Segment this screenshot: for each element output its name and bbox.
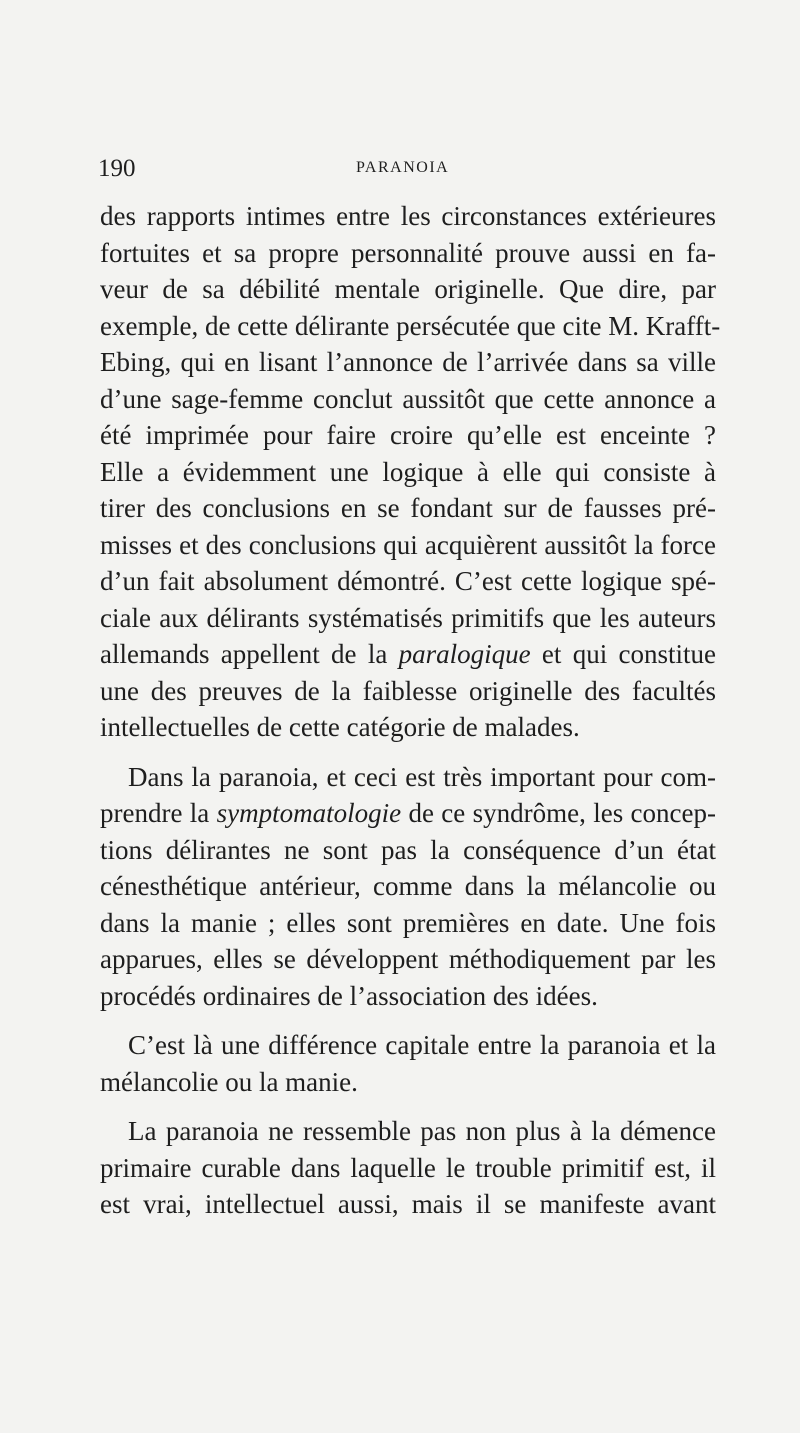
text-fragment: allemands appellent de la [100, 639, 399, 669]
text-line: exemple, de cette délirante persécutée que cite M. Krafft- [100, 310, 721, 341]
italic-term: symptomatologie [216, 798, 402, 828]
text-line: d’une sage-femme conclut aussitôt que cette annonce a [100, 383, 716, 414]
text-line: est vrai, intellectuel aussi, mais il se manifeste avant [100, 1189, 716, 1219]
text-line: été imprimée pour faire croire qu’elle est enceinte ? [100, 420, 716, 450]
text-line: mélancolie ou la manie. [100, 1066, 358, 1097]
text-line: La paranoia ne ressemble pas non plus à la démence [128, 1116, 716, 1146]
text-line: misses et des conclusions qui acquièrent aussitôt la force [100, 529, 716, 560]
text-line: ciale aux délirants systématisés primitifs que les auteurs [100, 602, 716, 633]
running-head: PARANOIA [356, 159, 450, 176]
text-line: cénesthétique antérieur, comme dans la mélancolie ou [100, 871, 716, 901]
text-line: procédés ordinaires de l’association des idées. [100, 980, 598, 1011]
text-line: d’un fait absolument démontré. C’est cette logique spé- [100, 566, 716, 596]
paragraph-4 [100, 1113, 716, 1223]
paragraph-1 [100, 198, 721, 746]
body-text [100, 198, 721, 1223]
text-line: tions délirantes ne sont pas la conséquence d’un état [100, 834, 716, 865]
text-line: des rapports intimes entre les circonstances extérieures [100, 201, 716, 231]
text-line: intellectuelles de cette catégorie de malades. [100, 712, 580, 742]
text-fragment: de ce syndrôme, les concep- [401, 798, 716, 828]
text-line: dans la manie ; elles sont premières en date. Une fois [100, 907, 716, 938]
text-fragment: et qui constitue [530, 639, 717, 669]
page-header [98, 155, 718, 191]
text-line: Ebing, qui en lisant l’annonce de l’arrivée dans sa ville [100, 347, 716, 377]
paragraph-2 [100, 759, 716, 1015]
text-line: Elle a évidemment une logique à elle qui consiste à [100, 456, 716, 487]
text-line: apparues, elles se développent méthodiquement par les [100, 944, 716, 974]
text-line: une des preuves de la faiblesse originelle des facultés [100, 675, 716, 706]
text-line: fortuites et sa propre personnalité prouve aussi en fa- [100, 237, 716, 268]
text-line: primaire curable dans laquelle le trouble primitif est, il [100, 1152, 716, 1183]
text-line [100, 636, 716, 673]
text-line: veur de sa débilité mentale originelle. Que dire, par [100, 274, 716, 304]
page-number: 190 [98, 155, 136, 182]
italic-term: paralogique [398, 639, 531, 669]
text-line [100, 795, 716, 832]
text-fragment: prendre la [100, 798, 217, 828]
text-line: C’est là une différence capitale entre la paranoia et la [128, 1030, 716, 1060]
paragraph-3 [100, 1027, 716, 1100]
text-line: Dans la paranoia, et ceci est très important pour com- [128, 761, 716, 792]
text-line: tirer des conclusions en se fondant sur de fausses pré- [100, 493, 716, 523]
